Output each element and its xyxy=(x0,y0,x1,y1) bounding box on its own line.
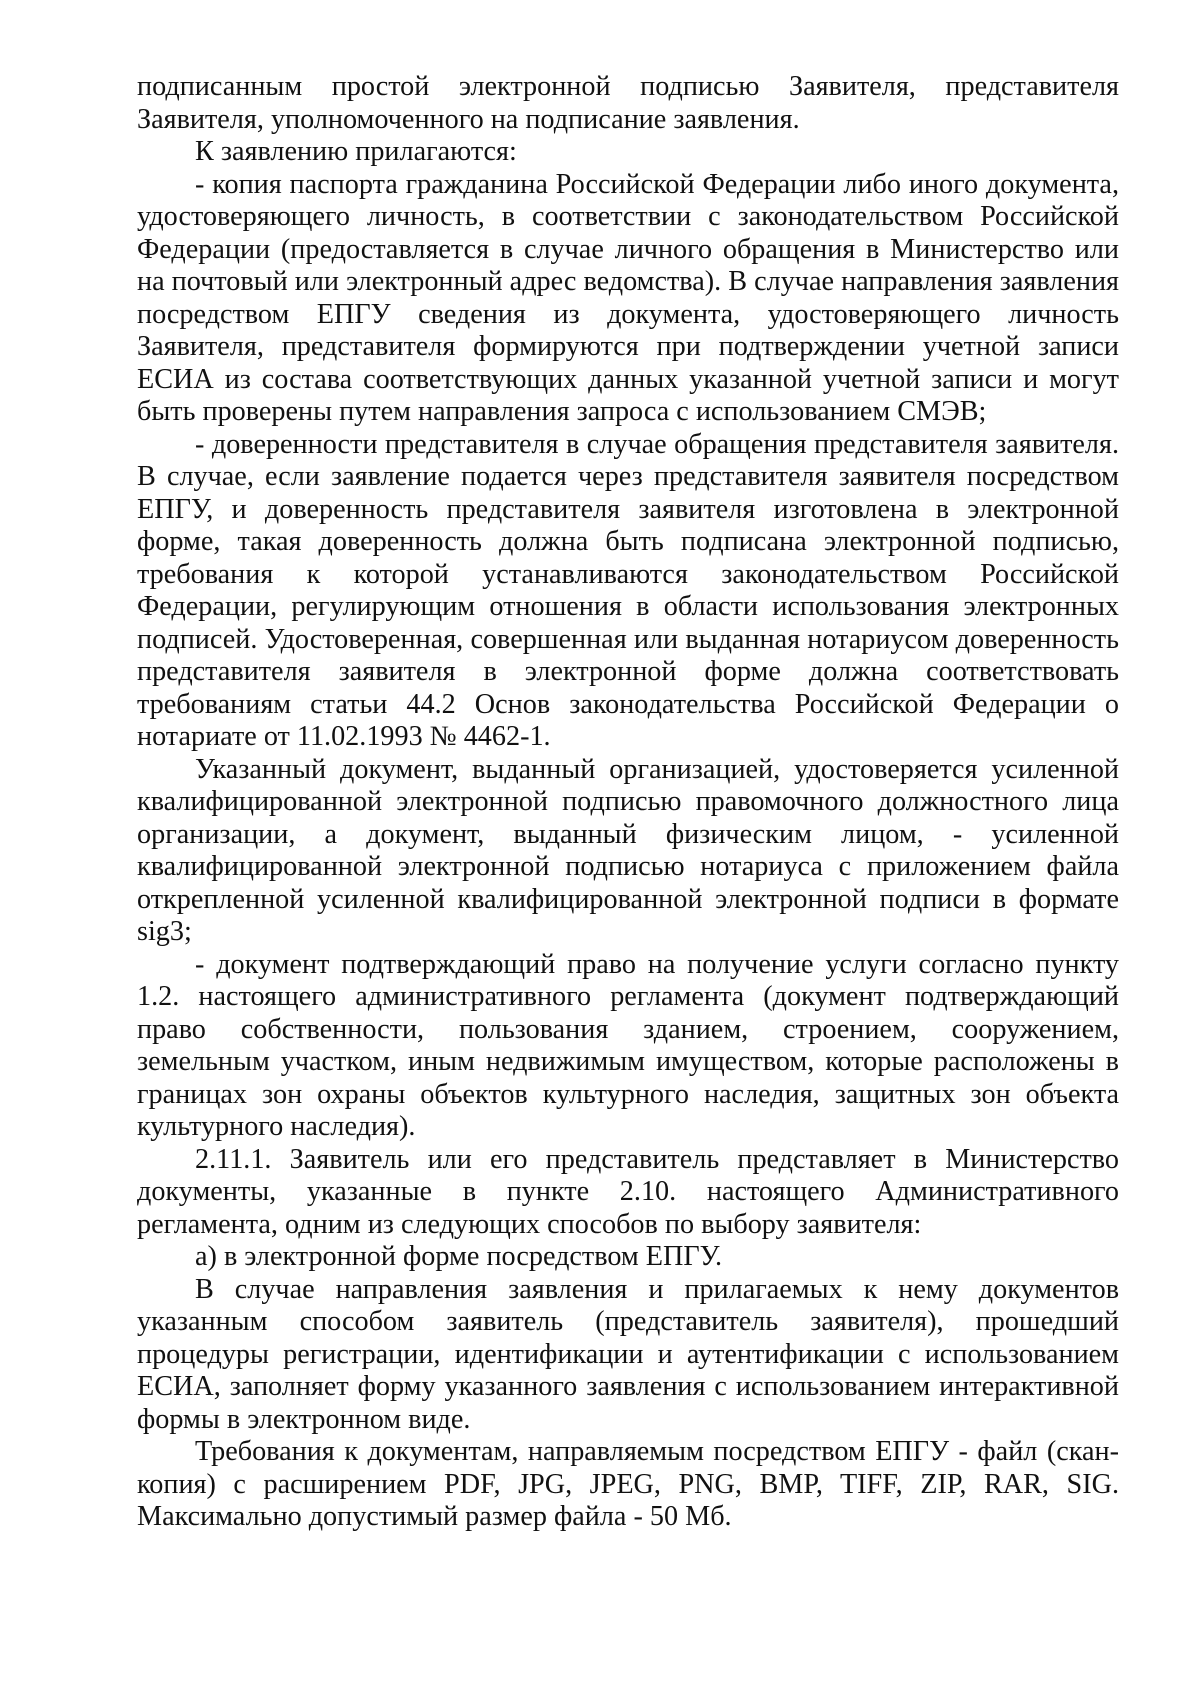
paragraph-passport-copy: - копия паспорта гражданина Российской Федерации либо иного документа, удостоверяющего личность, в соответствии с законодательством Российской Федерации (предоставляется в случае личного обращения в Министерство или на почтовый или электронный адрес ведомства). В случае направления заявления посредством ЕПГУ сведения из документа, удостоверяющего личность Заявителя, представителя формируются при подтверждении учетной записи ЕСИА из состава соответствующих данных указанной учетной записи и могут быть проверены путем направления запроса с использованием СМЭВ; xyxy=(137,168,1119,427)
paragraph-file-requirements: Требования к документам, направляемым посредством ЕПГУ - файл (скан-копия) с расширением PDF, JPG, JPEG, PNG, BMP, TIFF, ZIP, RAR, SIG. Максимально допустимый размер файла - 50 Мб. xyxy=(137,1436,1119,1532)
paragraph-document-certification: Указанный документ, выданный организацией, удостоверяется усиленной квалифицированной электронной подписью правомочного должностного лица организации, а документ, выданный физическим лицом, - усиленной квалифицированной электронной подписью нотариуса с приложением файла открепленной усиленной квалифицированной электронной подписи в формате sig3; xyxy=(137,753,1119,947)
paragraph-right-confirmation: - документ подтверждающий право на получение услуги согласно пункту 1.2. настоящего административного регламента (документ подтверждающий право собственности, пользования зданием, строением, сооружением, земельным участком, иным недвижимым имуществом, которые расположены в границах зон охраны объектов культурного наследия, защитных зон объекта культурного наследия). xyxy=(137,948,1119,1142)
paragraph-attachments-heading: К заявлению прилагаются: xyxy=(195,136,517,167)
paragraph-signature-continuation: подписанным простой электронной подписью Заявителя, представителя Заявителя, уполномоченного на подписание заявления. xyxy=(137,71,1119,135)
paragraph-section-2-11-1: 2.11.1. Заявитель или его представитель представляет в Министерство документы, указанные в пункте 2.10. настоящего Административного регламента, одним из следующих способов по выбору заявителя: xyxy=(137,1143,1119,1240)
paragraph-electronic-form: а) в электронной форме посредством ЕПГУ. xyxy=(195,1241,723,1272)
document-body xyxy=(137,71,1119,1534)
paragraph-power-of-attorney: - доверенности представителя в случае обращения представителя заявителя. В случае, если заявление подается через представителя заявителя посредством ЕПГУ, и доверенность представителя заявителя изготовлена в электронной форме, такая доверенность должна быть подписана электронной подписью, требования к которой устанавливаются законодательством Российской Федерации, регулирующим отношения в области использования электронных подписей. Удостоверенная, совершенная или выданная нотариусом доверенность представителя заявителя в электронной форме должна соответствовать требованиям статьи 44.2 Основ законодательства Российской Федерации о нотариате от 11.02.1993 № 4462-1. xyxy=(137,428,1119,752)
paragraph-esia-procedure: В случае направления заявления и прилагаемых к нему документов указанным способом заявитель (представитель заявителя), прошедший процедуры регистрации, идентификации и аутентификации с использованием ЕСИА, заполняет форму указанного заявления с использованием интерактивной формы в электронном виде. xyxy=(137,1273,1119,1435)
